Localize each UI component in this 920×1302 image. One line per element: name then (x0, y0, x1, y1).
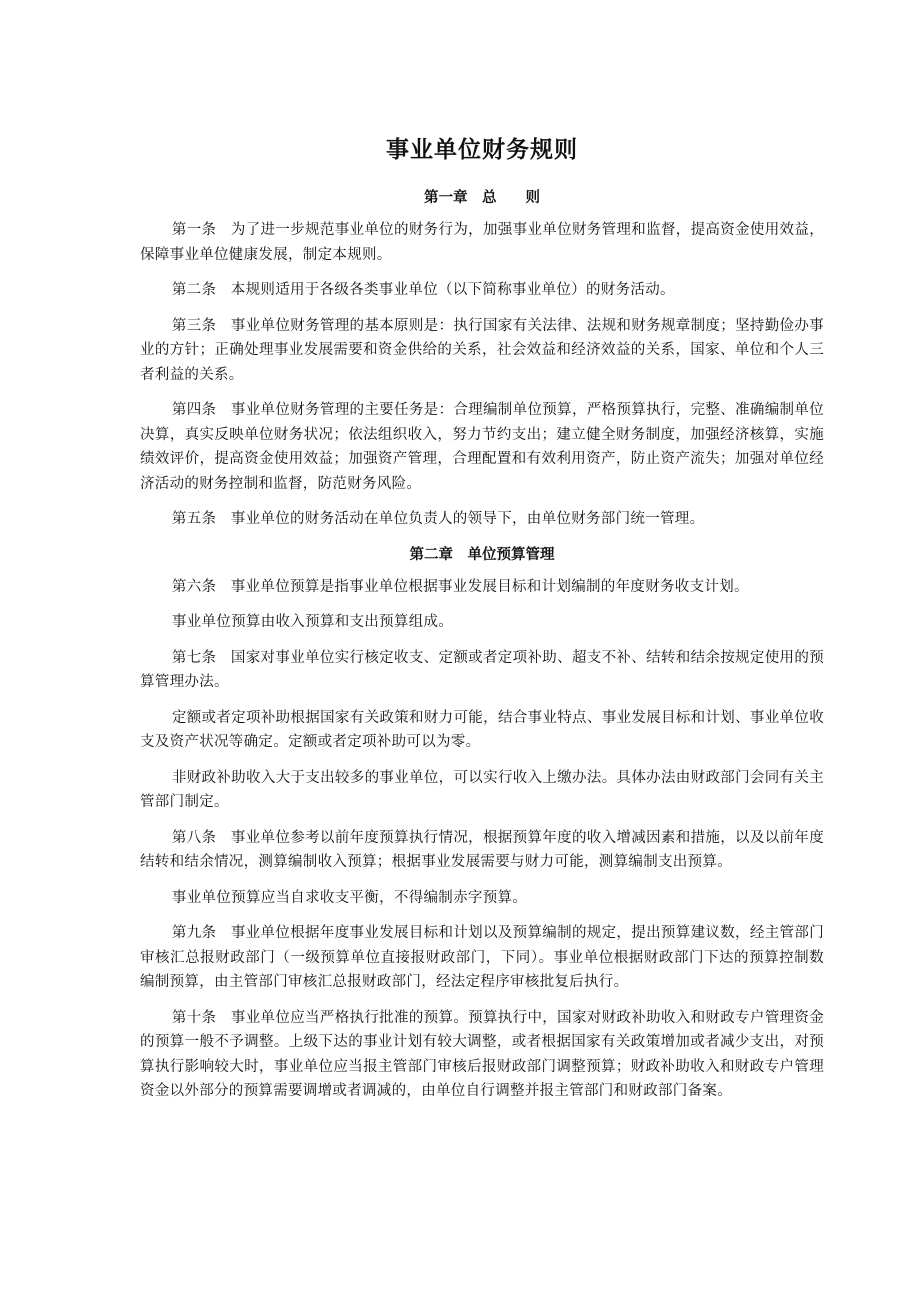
article-text: 事业单位预算是指事业单位根据事业发展目标和计划编制的年度财务收支计划。 (230, 578, 749, 595)
article-paragraph (140, 507, 824, 532)
article-number: 第二条 (171, 282, 217, 298)
document-title: 事业单位财务规则 (386, 137, 578, 163)
article-number: 第八条 (171, 829, 217, 846)
article-paragraph (140, 826, 824, 875)
body-paragraph (140, 766, 824, 815)
chapter-2 (140, 543, 824, 1104)
article-text: 事业单位根据年度事业发展目标和计划以及预算编制的规定，提出预算建议数，经主管部门审核汇总报财政部门（一级预算单位直接报财政部门，下同）。事业单位根据财政部门下达的预算控制数编制预算，由主管部门审核汇总报财政部门，经法定程序审核批复后执行。 (140, 925, 825, 990)
article-paragraph (140, 646, 824, 695)
article-text: 国家对事业单位实行核定收支、定额或者定项补助、超支不补、结转和结余按规定使用的预算管理办法。 (140, 649, 825, 690)
article-number: 第五条 (171, 511, 217, 527)
article-text: 事业单位财务管理的主要任务是：合理编制单位预算，严格预算执行，完整、准确编制单位决算，真实反映单位财务状况；依法组织收入，努力节约支出；建立健全财务制度，加强经济核算，实施绩效评价，提高资金使用效益；加强资产管理，合理配置和有效利用资产，防止资产流失；加强对单位经济活动的财务控制和监督，防范财务风险。 (140, 402, 825, 492)
paragraph-text: 非财政补助收入大于支出较多的事业单位，可以实行收入上缴办法。具体办法由财政部门会同有关主管部门制定。 (140, 769, 824, 810)
chapter-1 (140, 186, 824, 532)
article-number: 第七条 (171, 649, 217, 666)
article-text: 为了进一步规范事业单位的财务行为，加强事业单位财务管理和监督，提高资金使用效益，保障事业单位健康发展，制定本规则。 (140, 222, 825, 263)
article-paragraph (140, 398, 824, 496)
body-paragraph (140, 706, 824, 755)
article-paragraph (140, 1006, 824, 1104)
chapter-heading: 第二章 单位预算管理 (409, 546, 555, 563)
article-text: 事业单位应当严格执行批准的预算。预算执行中，国家对财政补助收入和财政专户管理资金的预算一般不予调整。上级下达的事业计划有较大调整，或者根据国家有关政策增加或者减少支出，对预算执行影响较大时，事业单位应当报主管部门审核后报财政部门调整预算；财政补助收入和财政专户管理资金以外部分的预算需要调增或者调减的，由单位自行调整并报主管部门和财政部门备案。 (140, 1009, 825, 1099)
article-number: 第四条 (171, 402, 217, 418)
article-number: 第六条 (171, 578, 217, 595)
paragraph-text: 事业单位预算应当自求收支平衡，不得编制赤字预算。 (171, 889, 528, 906)
article-number: 第三条 (171, 317, 217, 334)
article-text: 事业单位财务管理的基本原则是：执行国家有关法律、法规和财务规章制度；坚持勤俭办事业的方针；正确处理事业发展需要和资金供给的关系，社会效益和经济效益的关系，国家、单位和个人三者利益的关系。 (140, 317, 825, 383)
article-number: 第十条 (171, 1009, 217, 1026)
article-number: 第一条 (171, 222, 217, 238)
article-number: 第九条 (171, 925, 217, 941)
paragraph-text: 定额或者定项补助根据国家有关政策和财力可能，结合事业特点、事业发展目标和计划、事业单位收支及资产状况等确定。定额或者定项补助可以为零。 (140, 709, 824, 750)
body-paragraph (140, 886, 824, 911)
article-paragraph (140, 278, 824, 303)
paragraph-text: 事业单位预算由收入预算和支出预算组成。 (171, 614, 454, 630)
article-text: 事业单位参考以前年度预算执行情况，根据预算年度的收入增减因素和措施，以及以前年度结转和结余情况，测算编制收入预算；根据事业发展需要与财力可能，测算编制支出预算。 (140, 829, 825, 870)
article-text: 事业单位的财务活动在单位负责人的领导下，由单位财务部门统一管理。 (230, 511, 705, 527)
article-text: 本规则适用于各级各类事业单位（以下简称事业单位）的财务活动。 (230, 282, 675, 298)
article-paragraph (140, 314, 824, 388)
article-paragraph (140, 921, 824, 995)
article-paragraph (140, 575, 824, 600)
document-page (140, 126, 824, 1115)
article-paragraph (140, 218, 824, 267)
body-paragraph (140, 610, 824, 635)
chapter-heading: 第一章 总 则 (424, 190, 540, 206)
